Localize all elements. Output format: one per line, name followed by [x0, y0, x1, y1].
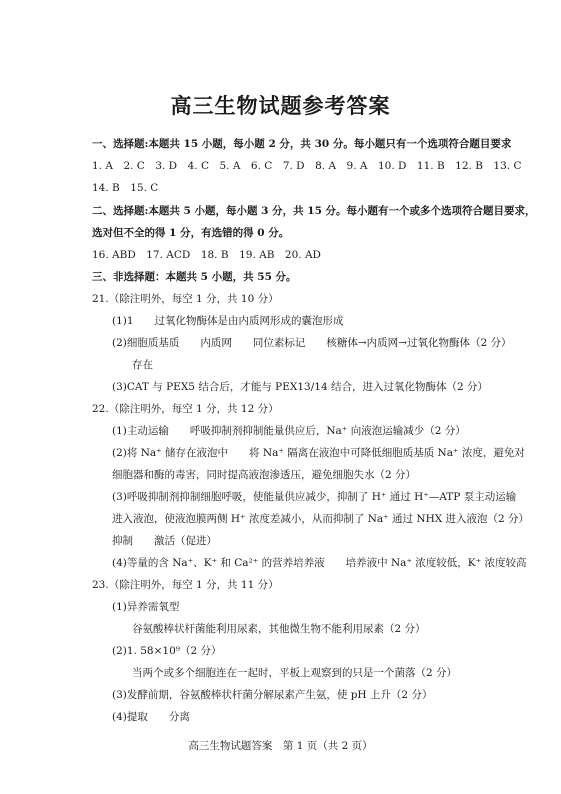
q21-heading: 21.（除注明外，每空 1 分，共 10 分）: [92, 293, 279, 305]
section-1-heading: 一、选择题:本题共 15 小题，每小题 2 分，共 30 分。每小题只有一个选项符合题目要求: [92, 138, 512, 150]
q22-answer-3-cont: 进入液泡，使液泡膜两侧 H⁺ 浓度差减小，从而抑制了 Na⁺ 通过 NHX 进入液泡（2 分）: [112, 513, 530, 525]
q23-answer-3: (3)发酵前期，谷氨酸棒状杆菌分解尿素产生氨，使 pH 上升（2 分）: [112, 689, 433, 701]
section-2-heading: 二、选择题:本题共 5 小题，每小题 3 分，共 15 分。每小题有一个或多个选项符合题目要求，: [92, 205, 536, 217]
q22-answer-3-extra: 抑制 激活（促进）: [112, 535, 217, 547]
q23-heading: 23.（除注明外，每空 1 分，共 11 分）: [92, 579, 279, 591]
answers-16-20: 16. ABD 17. ACD 18. B 19. AB 20. AD: [92, 249, 321, 261]
q22-answer-3: (3)呼吸抑制剂抑制细胞呼吸，使能量供应减少，抑制了 H⁺ 通过 H⁺—ATP 泵主动运输: [112, 491, 517, 503]
q23-answer-2: (2)1. 58×10⁹（2 分）: [112, 645, 222, 657]
page-footer: 高三生物试题答案 第 1 页（共 2 页）: [188, 740, 373, 752]
q23-answer-2-cont: 当两个或多个细胞连在一起时，平板上观察到的只是一个菌落（2 分）: [132, 667, 458, 679]
q22-answer-1: (1)主动运输 呼吸抑制剂抑制能量供应后，Na⁺ 向液泡运输减少（2 分）: [112, 425, 466, 437]
q21-answer-2: (2)细胞质基质 内质网 同位素标记 核糖体→内质网→过氧化物酶体（2 分）: [112, 337, 512, 349]
q22-answer-4: (4)等量的含 Na⁺、K⁺ 和 Ca²⁺ 的营养培养液 培养液中 Na⁺ 浓度较低，K⁺ 浓度较高: [112, 557, 527, 569]
answers-1-13: 1. A 2. C 3. D 4. C 5. A 6. C 7. D 8. A 9. A 10. D 11. B 12. B 13. C: [92, 160, 522, 172]
q22-heading: 22.（除注明外，每空 1 分，共 12 分）: [92, 403, 279, 415]
q21-answer-2-cont: 存在: [132, 359, 153, 371]
section-2-rule: 选对但不全的得 1 分，有选错的得 0 分。: [92, 227, 290, 239]
section-3-heading: 三、非选择题：本题共 5 小题，共 55 分。: [92, 271, 297, 283]
q21-answer-3: (3)CAT 与 PEX5 结合后，才能与 PEX13/14 结合，进入过氧化物酶体（2 分）: [112, 381, 488, 393]
page-title: 高三生物试题参考答案: [170, 93, 391, 118]
q21-answer-1: (1)1 过氧化物酶体是由内质网形成的囊泡形成: [112, 315, 344, 327]
q23-answer-4: (4)提取 分离: [112, 711, 190, 723]
q23-answer-1: (1)异养需氧型: [112, 601, 180, 613]
answers-14-15: 14. B 15. C: [92, 182, 159, 194]
q22-answer-2-cont: 细胞器和酶的毒害，同时提高液泡渗透压，避免细胞失水（2 分）: [112, 469, 417, 481]
q22-answer-2: (2)将 Na⁺ 储存在液泡中 将 Na⁺ 隔离在液泡中可降低细胞质基质 Na⁺ 浓度，避免对: [112, 447, 525, 459]
q23-answer-1-cont: 谷氨酸棒状杆菌能利用尿素，其他微生物不能利用尿素（2 分）: [132, 623, 426, 635]
